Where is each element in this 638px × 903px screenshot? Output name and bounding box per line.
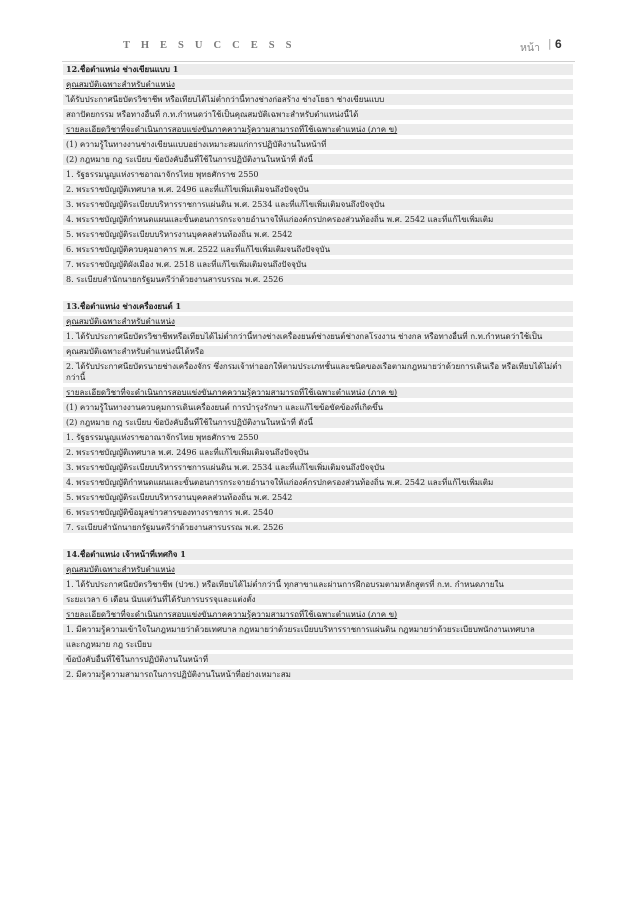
section-title: 14.ชื่อตำแหน่ง เจ้าหน้าที่เทศกิจ 1 (63, 549, 573, 560)
exam-item: 6. พระราชบัญญัติควบคุมอาคาร พ.ศ. 2522 และที่แก้ไขเพิ่มเติมจนถึงปัจจุบัน (63, 244, 573, 255)
page-separator: | (548, 38, 552, 50)
exam-item: 5. พระราชบัญญัติระเบียบบริหารงานบุคคลส่วนท้องถิ่น พ.ศ. 2542 (63, 229, 573, 240)
exam-item: 3. พระราชบัญญัติระเบียบบริหารราชการแผ่นดิน พ.ศ. 2534 และที่แก้ไขเพิ่มเติมจนถึงปัจจุบัน (63, 462, 573, 473)
exam-item: 2. พระราชบัญญัติเทศบาล พ.ศ. 2496 และที่แก้ไขเพิ่มเติมจนถึงปัจจุบัน (63, 447, 573, 458)
exam-item: 1. รัฐธรรมนูญแห่งราชอาณาจักรไทย พุทธศักราช 2550 (63, 169, 573, 180)
exam-item: (1) ความรู้ในทางงานควบคุมการเดินเครื่องยนต์ การบำรุงรักษา และแก้ไขข้อขัดข้องที่เกิดขึ้น (63, 402, 573, 413)
header-divider (62, 61, 575, 62)
qualification-line: คุณสมบัติเฉพาะสำหรับตำแหน่งนี้ได้หรือ (63, 346, 573, 357)
qualification-line: ระยะเวลา 6 เดือน นับแต่วันที่ได้รับการบรรจุและแต่งตั้ง (63, 594, 573, 605)
position-section (63, 549, 573, 680)
qualification-heading: คุณสมบัติเฉพาะสำหรับตำแหน่ง (63, 79, 573, 90)
exam-heading: รายละเอียดวิชาที่จะดำเนินการสอบแข่งขันภาคความรู้ความสามารถที่ใช้เฉพาะตำแหน่ง (ภาค ข) (63, 387, 573, 398)
qualification-heading: คุณสมบัติเฉพาะสำหรับตำแหน่ง (63, 316, 573, 327)
qualification-line: 2. ได้รับประกาศนียบัตรนายช่างเครื่องจักร ซึ่งกรมเจ้าท่าออกให้ตามประเภทชั้นและชนิดของเรือตามกฎหมายว่าด้วยการเดินเรือ หรือเทียบได้ไม่ต่ำกว่านี้ (63, 361, 573, 383)
exam-item: (2) กฎหมาย กฎ ระเบียบ ข้อบังคับอื่นที่ใช้ในการปฏิบัติงานในหน้าที่ ดังนี้ (63, 154, 573, 165)
exam-heading: รายละเอียดวิชาที่จะดำเนินการสอบแข่งขันภาคความรู้ความสามารถที่ใช้เฉพาะตำแหน่ง (ภาค ข) (63, 124, 573, 135)
page-label: หน้า (520, 42, 540, 54)
exam-item: 2. พระราชบัญญัติเทศบาล พ.ศ. 2496 และที่แก้ไขเพิ่มเติมจนถึงปัจจุบัน (63, 184, 573, 195)
qualification-heading: คุณสมบัติเฉพาะสำหรับตำแหน่ง (63, 564, 573, 575)
exam-item: 5. พระราชบัญญัติระเบียบบริหารงานบุคคลส่วนท้องถิ่น พ.ศ. 2542 (63, 492, 573, 503)
exam-item: 4. พระราชบัญญัติกำหนดแผนและขั้นตอนการกระจายอำนาจให้แก่องค์กรปกครองส่วนท้องถิ่น พ.ศ. 2542 และที่แก้ไขเพิ่มเติม (63, 477, 573, 488)
position-section (63, 301, 573, 533)
section-title: 13.ชื่อตำแหน่ง ช่างเครื่องยนต์ 1 (63, 301, 573, 312)
exam-heading: รายละเอียดวิชาที่จะดำเนินการสอบแข่งขันภาคความรู้ความสามารถที่ใช้เฉพาะตำแหน่ง (ภาค ข) (63, 609, 573, 620)
exam-item: (1) ความรู้ในทางงานช่างเขียนแบบอย่างเหมาะสมแก่การปฏิบัติงานในหน้าที่ (63, 139, 573, 150)
exam-item: 3. พระราชบัญญัติระเบียบบริหารราชการแผ่นดิน พ.ศ. 2534 และที่แก้ไขเพิ่มเติมจนถึงปัจจุบัน (63, 199, 573, 210)
page-number: 6 (555, 37, 562, 51)
position-section (63, 64, 573, 285)
qualification-line: สถาปัตยกรรม หรือทางอื่นที่ ก.ท.กำหนดว่าใช้เป็นคุณสมบัติเฉพาะสำหรับตำแหน่งนี้ได้ (63, 109, 573, 120)
section-title: 12.ชื่อตำแหน่ง ช่างเขียนแบบ 1 (63, 64, 573, 75)
exam-item: และกฎหมาย กฎ ระเบียบ (63, 639, 573, 650)
page-header (0, 0, 638, 60)
exam-item: 4. พระราชบัญญัติกำหนดแผนและขั้นตอนการกระจายอำนาจให้แก่องค์กรปกครองส่วนท้องถิ่น พ.ศ. 2542 และที่แก้ไขเพิ่มเติม (63, 214, 573, 225)
exam-item: 7. พระราชบัญญัติผังเมือง พ.ศ. 2518 และที่แก้ไขเพิ่มเติมจนถึงปัจจุบัน (63, 259, 573, 270)
exam-item: ข้อบังคับอื่นที่ใช้ในการปฏิบัติงานในหน้าที่ (63, 654, 573, 665)
exam-item: 7. ระเบียบสำนักนายกรัฐมนตรีว่าด้วยงานสารบรรณ พ.ศ. 2526 (63, 522, 573, 533)
qualification-line: 1. ได้รับประกาศนียบัตรวิชาชีพหรือเทียบได้ไม่ต่ำกว่านี้ทางช่างเครื่องยนต์ช่างยนต์ช่างกลโรงงาน ช่างกล หรือทางอื่นที่ ก.ท.กำหนดว่าใช้เป็น (63, 331, 573, 342)
exam-item: (2) กฎหมาย กฎ ระเบียบ ข้อบังคับอื่นที่ใช้ในการปฏิบัติงานในหน้าที่ ดังนี้ (63, 417, 573, 428)
exam-item: 2. มีความรู้ความสามารถในการปฏิบัติงานในหน้าที่อย่างเหมาะสม (63, 669, 573, 680)
qualification-line: 1. ได้รับประกาศนียบัตรวิชาชีพ (ปวช.) หรือเทียบได้ไม่ต่ำกว่านี้ ทุกสาขาและผ่านการฝึกอบรมตามหลักสูตรที่ ก.ท. กำหนดภายใน (63, 579, 573, 590)
exam-item: 1. รัฐธรรมนูญแห่งราชอาณาจักรไทย พุทธศักราช 2550 (63, 432, 573, 443)
qualification-line: ได้รับประกาศนียบัตรวิชาชีพ หรือเทียบได้ไม่ต่ำกว่านี้ทางช่างก่อสร้าง ช่างโยธา ช่างเขียนแบบ (63, 94, 573, 105)
exam-item: 8. ระเบียบสำนักนายกรัฐมนตรีว่าด้วยงานสารบรรณ พ.ศ. 2526 (63, 274, 573, 285)
exam-item: 1. มีความรู้ความเข้าใจในกฎหมายว่าด้วยเทศบาล กฎหมายว่าด้วยระเบียบบริหารราชการแผ่นดิน กฎหมายว่าด้วยระเบียบพนักงานเทศบาล (63, 624, 573, 635)
exam-item: 6. พระราชบัญญัติข้อมูลข่าวสารของทางราชการ พ.ศ. 2540 (63, 507, 573, 518)
page-content (63, 64, 573, 684)
section-gap (63, 289, 573, 301)
brand-title: T H E S U C C E S S (123, 40, 296, 51)
section-gap (63, 537, 573, 549)
